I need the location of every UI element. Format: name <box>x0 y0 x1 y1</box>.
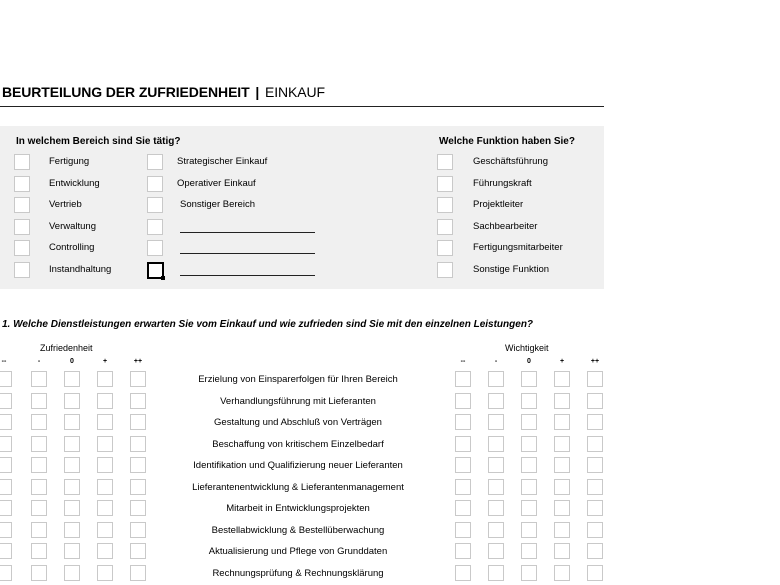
satisfaction-checkbox[interactable] <box>130 479 146 495</box>
importance-checkbox[interactable] <box>521 436 537 452</box>
satisfaction-checkbox[interactable] <box>0 543 12 559</box>
satisfaction-checkbox[interactable] <box>64 565 80 581</box>
service-item-label: Gestaltung und Abschluß von Verträgen <box>214 417 382 428</box>
satisfaction-checkbox[interactable] <box>0 414 12 430</box>
importance-checkbox[interactable] <box>488 543 504 559</box>
area-checkbox[interactable] <box>14 176 30 192</box>
importance-checkbox[interactable] <box>488 436 504 452</box>
importance-checkbox[interactable] <box>554 436 570 452</box>
importance-label: Wichtigkeit <box>505 343 549 353</box>
satisfaction-checkbox[interactable] <box>130 565 146 581</box>
function-checkbox[interactable] <box>437 219 453 235</box>
satisfaction-checkbox[interactable] <box>0 436 12 452</box>
satisfaction-checkbox[interactable] <box>97 457 113 473</box>
satisfaction-checkbox[interactable] <box>130 500 146 516</box>
satisfaction-checkbox[interactable] <box>64 393 80 409</box>
importance-checkbox[interactable] <box>488 414 504 430</box>
satisfaction-checkbox[interactable] <box>0 457 12 473</box>
service-item-label: Identifikation und Qualifizierung neuer Lieferanten <box>193 460 403 471</box>
scale-label: + <box>102 358 108 365</box>
service-item-label: Lieferantenentwicklung & Lieferantenmanagement <box>192 481 404 493</box>
importance-checkbox[interactable] <box>521 457 537 473</box>
importance-checkbox[interactable] <box>587 565 603 581</box>
satisfaction-checkbox[interactable] <box>130 543 146 559</box>
importance-checkbox[interactable] <box>521 479 537 495</box>
area-option-label: Fertigung <box>49 156 90 167</box>
importance-checkbox[interactable] <box>488 393 504 409</box>
importance-checkbox[interactable] <box>554 371 570 387</box>
scale-label: 0 <box>70 358 74 365</box>
area-checkbox[interactable] <box>147 240 163 256</box>
importance-checkbox[interactable] <box>488 457 504 473</box>
importance-checkbox[interactable] <box>488 479 504 495</box>
satisfaction-checkbox[interactable] <box>97 436 113 452</box>
importance-checkbox[interactable] <box>455 436 471 452</box>
satisfaction-checkbox[interactable] <box>64 543 80 559</box>
satisfaction-checkbox[interactable] <box>31 393 47 409</box>
area-option-label: Instandhaltung <box>49 264 112 275</box>
importance-checkbox[interactable] <box>455 565 471 581</box>
importance-checkbox[interactable] <box>455 414 471 430</box>
satisfaction-checkbox[interactable] <box>31 436 47 452</box>
section1-question: 1. Welche Dienstleistungen erwarten Sie vom Einkauf und wie zufrieden sind Sie mit den einzelnen Leistungen? <box>2 319 534 330</box>
area-checkbox[interactable] <box>147 176 163 192</box>
scale-label: - <box>37 358 41 365</box>
importance-checkbox[interactable] <box>554 457 570 473</box>
area-checkbox[interactable] <box>147 197 163 213</box>
service-item-label: Rechnungsprüfung & Rechnungsklärung <box>212 567 384 579</box>
importance-checkbox[interactable] <box>455 393 471 409</box>
satisfaction-checkbox[interactable] <box>64 436 80 452</box>
satisfaction-checkbox[interactable] <box>0 393 12 409</box>
importance-checkbox[interactable] <box>521 565 537 581</box>
satisfaction-checkbox[interactable] <box>130 414 146 430</box>
importance-checkbox[interactable] <box>521 522 537 538</box>
title-sub: EINKAUF <box>264 84 325 100</box>
function-checkbox[interactable] <box>437 176 453 192</box>
satisfaction-checkbox[interactable] <box>31 522 47 538</box>
satisfaction-checkbox[interactable] <box>64 414 80 430</box>
satisfaction-checkbox[interactable] <box>31 543 47 559</box>
satisfaction-checkbox[interactable] <box>31 457 47 473</box>
importance-checkbox[interactable] <box>455 371 471 387</box>
header-rule <box>0 106 604 107</box>
scale-label: + <box>559 358 565 365</box>
importance-checkbox[interactable] <box>455 522 471 538</box>
area-checkbox[interactable] <box>147 262 164 279</box>
function-option-label: Projektleiter <box>473 199 524 210</box>
service-item-label: Aktualisierung und Pflege von Grunddaten <box>208 546 388 557</box>
area-checkbox[interactable] <box>14 154 30 170</box>
service-item-label: Erzielung von Einsparerfolgen für Ihren Bereich <box>198 374 398 385</box>
area-checkbox[interactable] <box>14 262 30 278</box>
satisfaction-checkbox[interactable] <box>97 479 113 495</box>
area-option-label: Strategischer Einkauf <box>177 156 268 167</box>
importance-checkbox[interactable] <box>554 565 570 581</box>
importance-checkbox[interactable] <box>521 500 537 516</box>
service-item-label: Mitarbeit in Entwicklungsprojekten <box>226 503 370 514</box>
satisfaction-checkbox[interactable] <box>64 371 80 387</box>
satisfaction-checkbox[interactable] <box>97 371 113 387</box>
service-item-label: Bestellabwicklung & Bestellüberwachung <box>211 524 385 536</box>
importance-checkbox[interactable] <box>488 500 504 516</box>
service-item-label: Verhandlungsführung mit Lieferanten <box>220 395 376 407</box>
satisfaction-checkbox[interactable] <box>0 522 12 538</box>
importance-checkbox[interactable] <box>455 457 471 473</box>
satisfaction-checkbox[interactable] <box>130 393 146 409</box>
satisfaction-checkbox[interactable] <box>64 457 80 473</box>
area-option-label: Vertrieb <box>49 199 82 210</box>
importance-checkbox[interactable] <box>554 500 570 516</box>
title-main: BEURTEILUNG DER ZUFRIEDENHEIT <box>2 84 250 100</box>
importance-checkbox[interactable] <box>587 543 603 559</box>
title-separator: | <box>255 84 260 100</box>
importance-checkbox[interactable] <box>554 543 570 559</box>
function-option-label: Sachbearbeiter <box>473 221 538 232</box>
function-option-label: Geschäftsführung <box>473 156 548 167</box>
importance-checkbox[interactable] <box>587 393 603 409</box>
satisfaction-checkbox[interactable] <box>130 371 146 387</box>
scale-label: -- <box>460 358 466 365</box>
importance-checkbox[interactable] <box>488 371 504 387</box>
area-option-label: Operativer Einkauf <box>177 178 256 189</box>
function-checkbox[interactable] <box>437 240 453 256</box>
satisfaction-checkbox[interactable] <box>0 565 12 581</box>
importance-checkbox[interactable] <box>587 414 603 430</box>
scale-label: - <box>494 358 498 365</box>
area-checkbox[interactable] <box>147 154 163 170</box>
satisfaction-checkbox[interactable] <box>64 500 80 516</box>
importance-checkbox[interactable] <box>455 543 471 559</box>
service-item-label: Beschaffung von kritischem Einzelbedarf <box>212 438 384 450</box>
importance-checkbox[interactable] <box>587 479 603 495</box>
importance-checkbox[interactable] <box>587 522 603 538</box>
importance-checkbox[interactable] <box>587 457 603 473</box>
importance-checkbox[interactable] <box>587 371 603 387</box>
satisfaction-checkbox[interactable] <box>0 371 12 387</box>
area-option-label: Sonstiger Bereich <box>180 199 255 210</box>
satisfaction-checkbox[interactable] <box>130 457 146 473</box>
satisfaction-checkbox[interactable] <box>64 479 80 495</box>
satisfaction-checkbox[interactable] <box>97 522 113 538</box>
area-option-label: Entwicklung <box>49 178 100 189</box>
area-checkbox[interactable] <box>14 197 30 213</box>
importance-checkbox[interactable] <box>488 522 504 538</box>
area-checkbox[interactable] <box>147 219 163 235</box>
function-checkbox[interactable] <box>437 197 453 213</box>
importance-checkbox[interactable] <box>554 479 570 495</box>
function-checkbox[interactable] <box>437 262 453 278</box>
importance-checkbox[interactable] <box>587 500 603 516</box>
satisfaction-checkbox[interactable] <box>130 436 146 452</box>
scale-label: 0 <box>527 358 531 365</box>
area-option-label: Verwaltung <box>49 221 97 232</box>
satisfaction-checkbox[interactable] <box>0 500 12 516</box>
satisfaction-checkbox[interactable] <box>64 522 80 538</box>
importance-checkbox[interactable] <box>488 565 504 581</box>
importance-checkbox[interactable] <box>521 393 537 409</box>
satisfaction-checkbox[interactable] <box>31 479 47 495</box>
scale-label: -- <box>1 358 7 365</box>
importance-checkbox[interactable] <box>587 436 603 452</box>
satisfaction-checkbox[interactable] <box>97 393 113 409</box>
satisfaction-checkbox[interactable] <box>31 414 47 430</box>
area-checkbox[interactable] <box>14 219 30 235</box>
other-area-line[interactable] <box>180 275 315 276</box>
scale-label: ++ <box>590 358 600 365</box>
importance-checkbox[interactable] <box>554 522 570 538</box>
satisfaction-checkbox[interactable] <box>97 565 113 581</box>
satisfaction-checkbox[interactable] <box>97 500 113 516</box>
function-checkbox[interactable] <box>437 154 453 170</box>
area-checkbox[interactable] <box>14 240 30 256</box>
satisfaction-checkbox[interactable] <box>130 522 146 538</box>
importance-checkbox[interactable] <box>521 371 537 387</box>
function-option-label: Führungskraft <box>473 178 532 189</box>
scale-label: ++ <box>133 358 143 365</box>
satisfaction-checkbox[interactable] <box>97 414 113 430</box>
satisfaction-checkbox[interactable] <box>0 479 12 495</box>
function-question-heading: Welche Funktion haben Sie? <box>439 136 575 147</box>
page-title <box>2 84 325 100</box>
satisfaction-checkbox[interactable] <box>31 371 47 387</box>
function-option-label: Fertigungsmitarbeiter <box>473 242 563 253</box>
importance-checkbox[interactable] <box>455 479 471 495</box>
area-option-label: Controlling <box>49 242 95 253</box>
importance-checkbox[interactable] <box>554 414 570 430</box>
satisfaction-checkbox[interactable] <box>31 565 47 581</box>
importance-checkbox[interactable] <box>554 393 570 409</box>
satisfaction-checkbox[interactable] <box>31 500 47 516</box>
satisfaction-label: Zufriedenheit <box>40 343 93 353</box>
importance-checkbox[interactable] <box>521 414 537 430</box>
importance-checkbox[interactable] <box>455 500 471 516</box>
area-question-heading: In welchem Bereich sind Sie tätig? <box>16 136 181 147</box>
satisfaction-checkbox[interactable] <box>97 543 113 559</box>
function-option-label: Sonstige Funktion <box>473 264 550 275</box>
importance-checkbox[interactable] <box>521 543 537 559</box>
other-area-line[interactable] <box>180 253 315 254</box>
other-area-line[interactable] <box>180 232 315 233</box>
